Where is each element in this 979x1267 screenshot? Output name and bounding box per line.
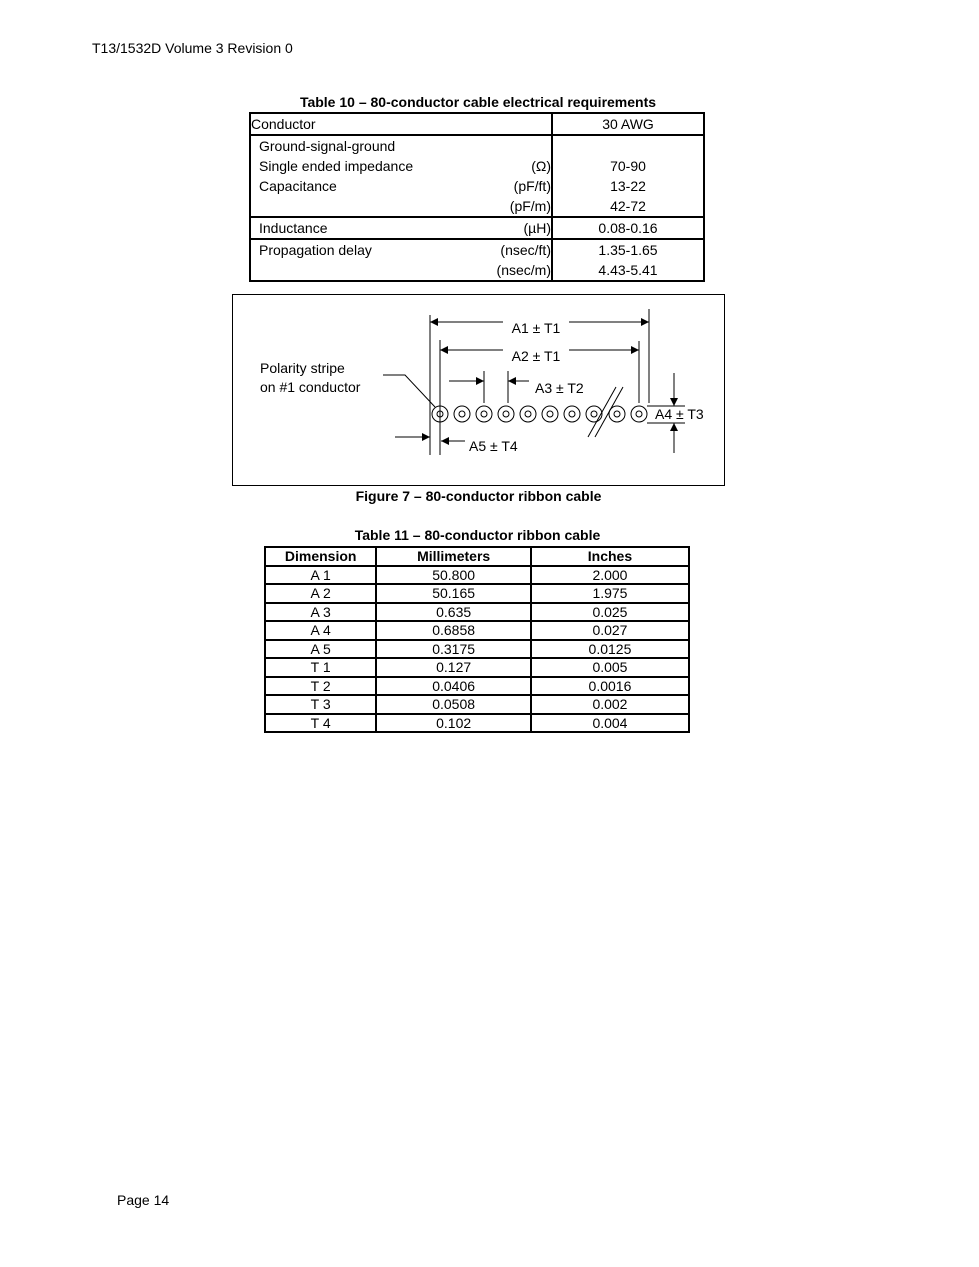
dimension-label-a2: A2 ± T1 (511, 348, 561, 364)
cell-value: 1.35-1.65 (598, 242, 658, 258)
conductor (542, 406, 558, 422)
table-cell: T 3 (265, 695, 376, 714)
conductor (476, 406, 492, 422)
table-cell: 0.0406 (376, 677, 531, 696)
table-cell: 0.004 (531, 714, 689, 733)
conductor (631, 406, 647, 422)
cell-value: 13-22 (610, 178, 646, 194)
table-cell: A 3 (265, 603, 376, 622)
table-cell (250, 135, 552, 217)
table-cell: A 5 (265, 640, 376, 659)
row-unit: (µH) (523, 220, 551, 236)
page-header: T13/1532D Volume 3 Revision 0 (92, 40, 293, 56)
cell-value: 4.43-5.41 (598, 262, 658, 278)
table-cell (250, 217, 552, 239)
row-unit: (pF/ft) (513, 178, 551, 194)
row-unit: (Ω) (531, 158, 551, 174)
table-cell: T 4 (265, 714, 376, 733)
table-cell: 0.127 (376, 658, 531, 677)
table10-caption: Table 10 – 80-conductor cable electrical requirements (299, 94, 657, 110)
conductor (586, 406, 602, 422)
table-row (250, 113, 704, 135)
polarity-label-line1: Polarity stripe (260, 360, 345, 376)
table-cell: 0.0508 (376, 695, 531, 714)
column-header-inches: Inches (531, 547, 689, 566)
conductor-core (569, 411, 575, 417)
column-header-millimeters: Millimeters (376, 547, 531, 566)
conductor-core (547, 411, 553, 417)
table-row (250, 135, 704, 217)
table-cell: 0.005 (531, 658, 689, 677)
dimension-label-a1: A1 ± T1 (511, 320, 561, 336)
conductor (498, 406, 514, 422)
row-label: Propagation delay (259, 242, 372, 258)
conductor-row (432, 406, 647, 422)
conductor-core (459, 411, 465, 417)
dimension-label-a5: A5 ± T4 (469, 438, 518, 454)
table-cell: T 1 (265, 658, 376, 677)
table-cell: 0.0125 (531, 640, 689, 659)
table11-caption: Table 11 – 80-conductor ribbon cable (354, 527, 601, 543)
table-cell (250, 239, 552, 281)
table-cell: 0.0016 (531, 677, 689, 696)
table-cell: 0.002 (531, 695, 689, 714)
figure7-caption: Figure 7 – 80-conductor ribbon cable (355, 488, 602, 504)
table-row (265, 677, 689, 696)
conductor-core (481, 411, 487, 417)
table-cell: 2.000 (531, 566, 689, 585)
table-row (265, 603, 689, 622)
cell-value: 70-90 (610, 158, 646, 174)
table-cell: Conductor (250, 113, 552, 135)
table-row (265, 658, 689, 677)
table-row (265, 640, 689, 659)
ribbon-cable-diagram (233, 295, 726, 487)
table-cell: A 1 (265, 566, 376, 585)
polarity-label-line2: on #1 conductor (260, 379, 361, 395)
table-row (250, 217, 704, 239)
table-cell: A 2 (265, 584, 376, 603)
table-cell (552, 135, 704, 217)
table-cell: 0.6858 (376, 621, 531, 640)
table11 (264, 546, 690, 733)
table-row (265, 566, 689, 585)
table-cell: 1.975 (531, 584, 689, 603)
conductor (454, 406, 470, 422)
conductor-core (591, 411, 597, 417)
cell-value: 42-72 (610, 198, 646, 214)
row-unit: (nsec/ft) (500, 242, 551, 258)
table-cell: 0.635 (376, 603, 531, 622)
row-unit: (pF/m) (509, 198, 551, 214)
row-label: Capacitance (259, 178, 337, 194)
ribbon-cable-figure (232, 294, 725, 486)
table-cell: 0.025 (531, 603, 689, 622)
table10 (249, 112, 705, 282)
row-label: Inductance (259, 220, 328, 236)
table-cell: 0.102 (376, 714, 531, 733)
table-header-row (265, 547, 689, 566)
table-cell: 50.800 (376, 566, 531, 585)
conductor (520, 406, 536, 422)
table-cell: 50.165 (376, 584, 531, 603)
table-cell: 0.08-0.16 (552, 217, 704, 239)
conductor-core (503, 411, 509, 417)
table-row (265, 714, 689, 733)
table-row (265, 584, 689, 603)
conductor-core (525, 411, 531, 417)
table-row (250, 239, 704, 281)
table-row (265, 621, 689, 640)
dimension-label-a3: A3 ± T2 (535, 380, 584, 396)
row-unit: (nsec/m) (496, 262, 551, 278)
table-cell: 0.3175 (376, 640, 531, 659)
conductor-core (614, 411, 620, 417)
conductor (564, 406, 580, 422)
dimension-label-a4: A4 ± T3 (655, 406, 704, 422)
column-header-dimension: Dimension (265, 547, 376, 566)
conductor-core (636, 411, 642, 417)
table-cell: T 2 (265, 677, 376, 696)
page-footer: Page 14 (117, 1192, 170, 1208)
table-cell: 30 AWG (552, 113, 704, 135)
leader-line (383, 375, 435, 407)
table-row (265, 695, 689, 714)
table-cell: A 4 (265, 621, 376, 640)
table-cell (552, 239, 704, 281)
group-title: Ground-signal-ground (259, 138, 396, 154)
table-cell: 0.027 (531, 621, 689, 640)
row-label: Single ended impedance (259, 158, 414, 174)
